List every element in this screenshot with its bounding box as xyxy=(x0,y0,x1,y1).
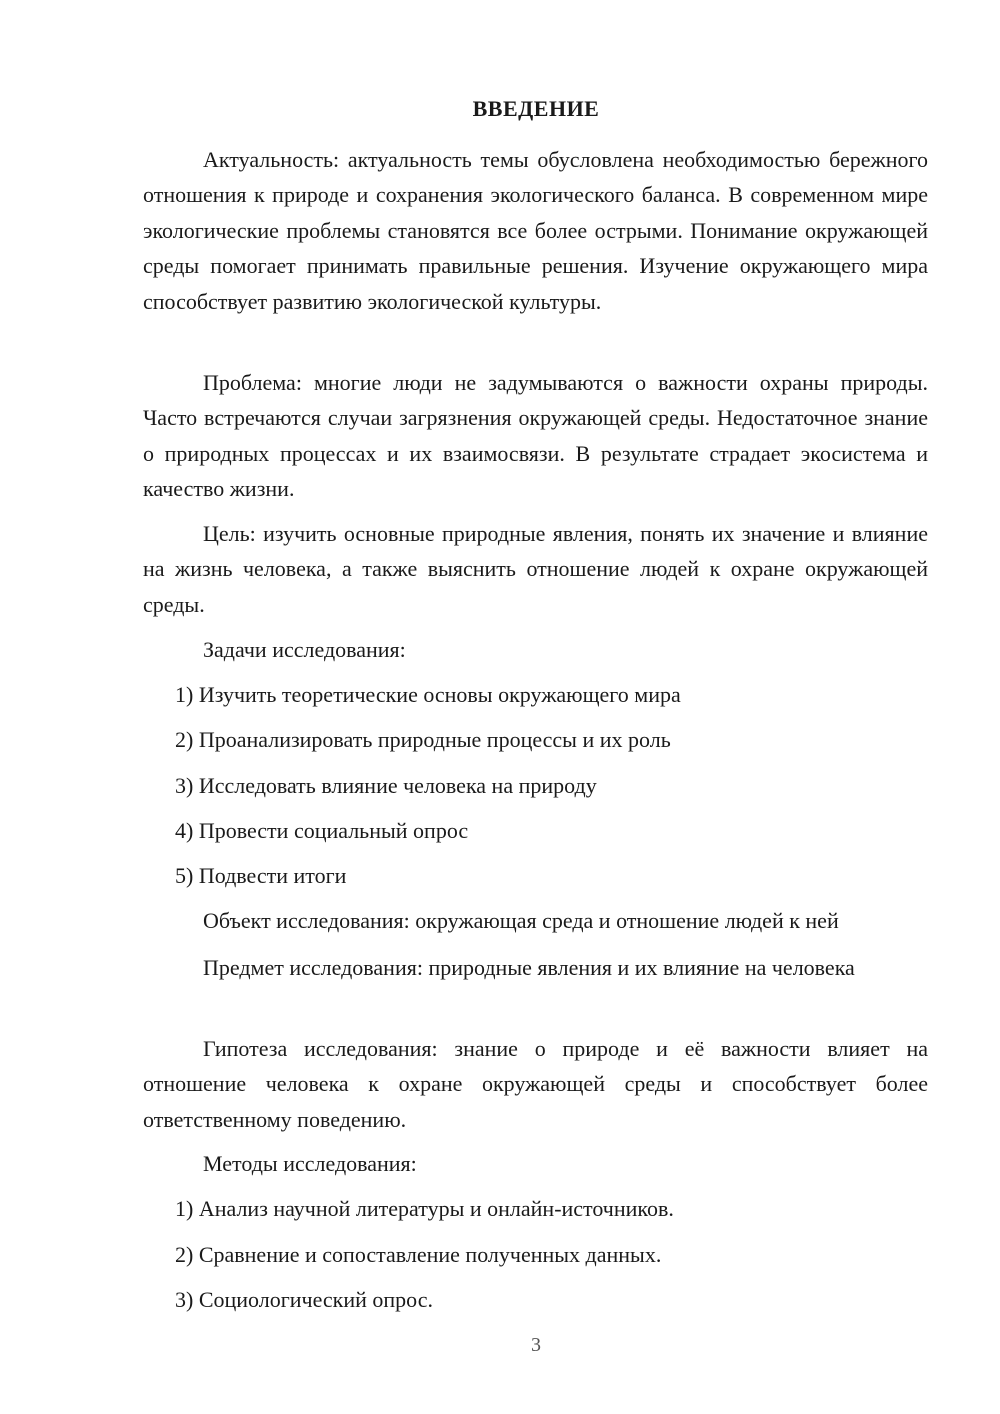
method-item-2: 2) Сравнение и сопоставление полученных данных. xyxy=(175,1242,662,1267)
task-item-4: 4) Провести социальный опрос xyxy=(175,818,469,843)
hypothesis-paragraph: Гипотеза исследования: знание о природе и её важности влияет на отношение человека к охране окружающей среды и способствует более ответственному поведению. xyxy=(143,1036,928,1132)
method-item-3: 3) Социологический опрос. xyxy=(175,1287,433,1312)
page-number: 3 xyxy=(531,1334,541,1356)
task-item-1: 1) Изучить теоретические основы окружающего мира xyxy=(175,682,681,707)
methods-title: Методы исследования: xyxy=(203,1151,417,1176)
relevance-paragraph: Актуальность: актуальность темы обусловлена необходимостью бережного отношения к природе и сохранения экологического баланса. В современном мире экологические проблемы становятся все более острыми. Понимание окружающей среды помогает принимать правильные решения. Изучение окружающего мира способствует развитию экологической культуры. xyxy=(143,147,928,314)
subject-paragraph: Предмет исследования: природные явления и их влияние на человека xyxy=(203,955,855,980)
task-item-5: 5) Подвести итоги xyxy=(175,863,347,888)
goal-paragraph: Цель: изучить основные природные явления, понять их значение и влияние на жизнь человека, а также выяснить отношение людей к охране окружающей среды. xyxy=(143,521,928,617)
section-heading: ВВЕДЕНИЕ xyxy=(472,96,600,121)
object-paragraph: Объект исследования: окружающая среда и отношение людей к ней xyxy=(203,908,839,933)
problem-paragraph: Проблема: многие люди не задумываются о важности охраны природы. Часто встречаются случаи загрязнения окружающей среды. Недостаточное знание о природных процессах и их взаимосвязи. В результате страдает экосистема и качество жизни. xyxy=(143,370,928,502)
method-item-1: 1) Анализ научной литературы и онлайн-источников. xyxy=(175,1196,674,1221)
task-item-2: 2) Проанализировать природные процессы и их роль xyxy=(175,727,671,752)
task-item-3: 3) Исследовать влияние человека на природу xyxy=(175,773,597,798)
tasks-title: Задачи исследования: xyxy=(203,637,406,662)
